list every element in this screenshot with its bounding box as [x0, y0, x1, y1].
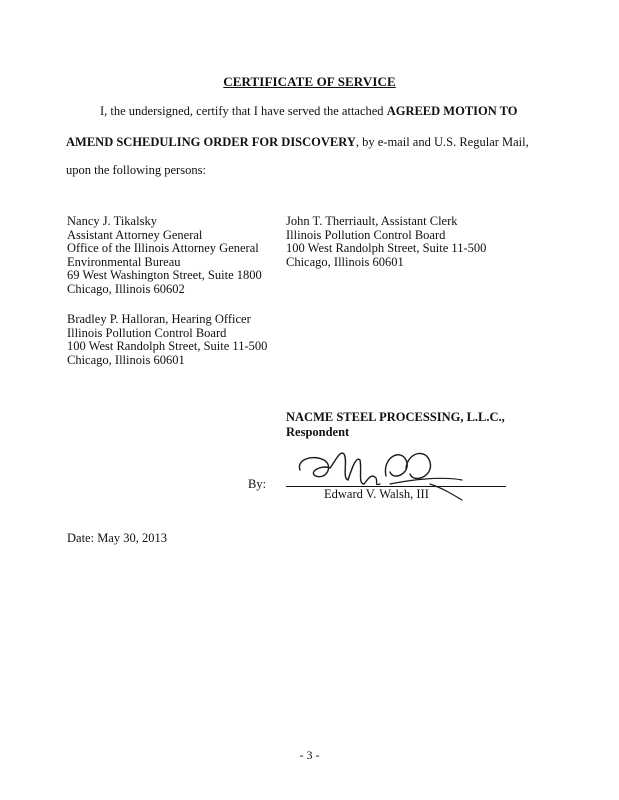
- respondent-role: Respondent: [286, 425, 350, 439]
- by-label: By:: [248, 477, 267, 491]
- certification-line-1: [100, 104, 518, 119]
- certification-line-3: upon the following persons:: [66, 163, 206, 177]
- address-line: Illinois Pollution Control Board: [286, 227, 446, 242]
- page-title: CERTIFICATE OF SERVICE: [223, 74, 396, 89]
- certification-intro: I, the undersigned, certify that I have served the attached: [100, 104, 387, 118]
- recipient-address-halloran: [67, 313, 267, 367]
- address-line: 100 West Randolph Street, Suite 11-500: [286, 241, 487, 255]
- address-line: Office of the Illinois Attorney General: [67, 241, 259, 255]
- address-line: John T. Therriault, Assistant Clerk: [286, 214, 458, 228]
- date-line: Date: May 30, 2013: [67, 531, 167, 545]
- certification-line-2: [66, 135, 529, 150]
- address-line: Illinois Pollution Control Board: [67, 325, 227, 340]
- address-line: Bradley P. Halloran, Hearing Officer: [67, 312, 251, 326]
- address-line: Environmental Bureau: [67, 254, 181, 269]
- recipient-address-therriault: [286, 215, 486, 269]
- address-line: Assistant Attorney General: [67, 227, 203, 242]
- address-line: 100 West Randolph Street, Suite 11-500: [67, 339, 268, 353]
- motion-title-part-1: AGREED MOTION TO: [386, 104, 518, 118]
- respondent-block: [286, 410, 505, 440]
- address-line: Chicago, Illinois 60601: [286, 254, 404, 269]
- signer-name: Edward V. Walsh, III: [324, 487, 429, 501]
- page-number: - 3 -: [299, 748, 320, 762]
- address-line: Chicago, Illinois 60601: [67, 352, 185, 367]
- recipient-address-tikalsky: [67, 215, 262, 296]
- address-line: Chicago, Illinois 60602: [67, 281, 185, 296]
- service-method: , by e-mail and U.S. Regular Mail,: [355, 135, 529, 149]
- address-line: 69 West Washington Street, Suite 1800: [67, 268, 262, 282]
- motion-title-part-2: AMEND SCHEDULING ORDER FOR DISCOVERY: [66, 135, 356, 149]
- address-line: Nancy J. Tikalsky: [67, 214, 157, 228]
- respondent-company: NACME STEEL PROCESSING, L.L.C.,: [286, 410, 505, 424]
